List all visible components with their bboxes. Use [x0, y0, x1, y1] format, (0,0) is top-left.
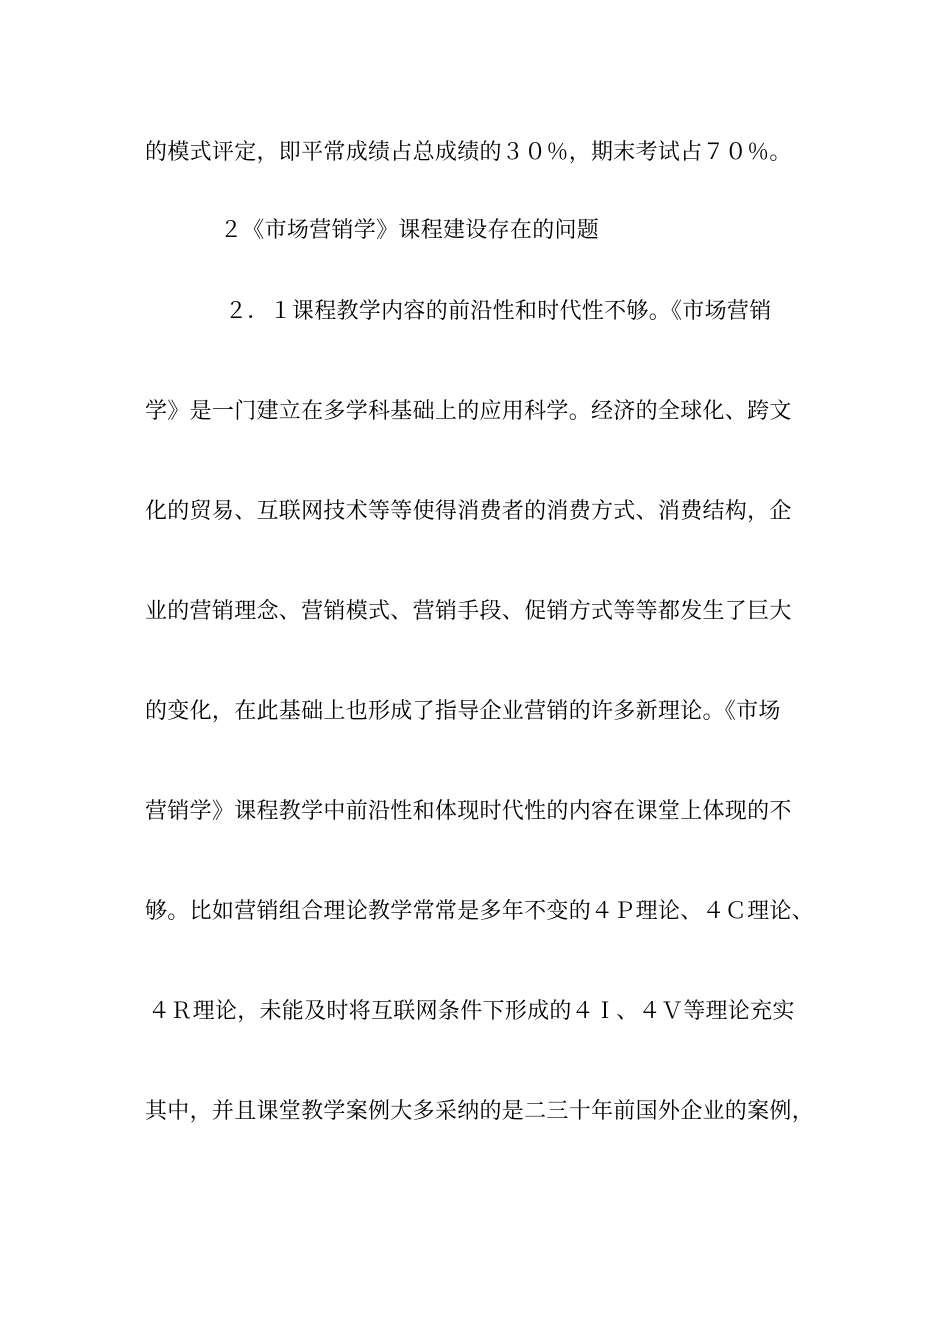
paragraph-line: 够。比如营销组合理论教学常常是多年不变的４Ｐ理论、４Ｃ理论、 [145, 899, 815, 924]
paragraph-line: 业的营销理念、营销模式、营销手段、促销方式等等都发生了巨大 [145, 599, 792, 624]
paragraph-line: 化的贸易、互联网技术等等使得消费者的消费方式、消费结构，企 [145, 499, 792, 524]
section-heading: ２《市场营销学》课程建设存在的问题 [220, 218, 600, 243]
subsection-line: ２．１课程教学内容的前沿性和时代性不够。《市场营销 [225, 299, 772, 324]
paragraph-line: 学》是一门建立在多学科基础上的应用科学。经济的全球化、跨文 [145, 399, 792, 424]
paragraph-line: 的模式评定，即平常成绩占总成绩的３０％，期末考试占７０％。 [145, 140, 792, 165]
paragraph-line: 营销学》课程教学中前沿性和体现时代性的内容在课堂上体现的不 [145, 799, 792, 824]
paragraph-line: ４Ｒ理论，未能及时将互联网条件下形成的４Ｉ、４Ｖ等理论充实 [148, 999, 795, 1024]
paragraph-line: 其中，并且课堂教学案例大多采纳的是二三十年前国外企业的案例， [145, 1099, 815, 1124]
paragraph-line: 的变化，在此基础上也形成了指导企业营销的许多新理论。《市场 [145, 699, 781, 724]
